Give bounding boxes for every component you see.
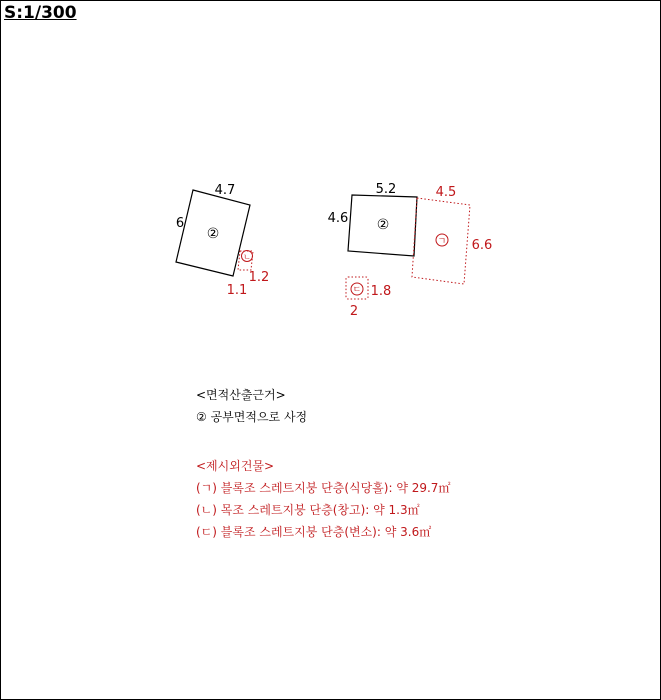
outside-building-item: (ㄱ) 블록조 스레트지붕 단층(식당홀): 약 29.7㎡ — [196, 481, 451, 495]
left-annex-dim-b: 1.1 — [226, 283, 248, 298]
annex-left-symbol: ㄴ — [243, 252, 251, 262]
scale-label: S:1/300 — [4, 3, 77, 23]
toilet-dim-a: 1.8 — [370, 284, 392, 299]
toilet-symbol: ㄷ — [352, 285, 362, 296]
right-annex-dim-top: 4.5 — [435, 185, 457, 200]
left-dim-top: 4.7 — [214, 183, 236, 198]
toilet-dim-b: 2 — [349, 304, 359, 319]
left-dim-side: 6 — [175, 216, 185, 231]
right-annex-dim-side: 6.6 — [471, 238, 493, 253]
annex-right-symbol: ㄱ — [437, 237, 447, 247]
left-annex-dim-a: 1.2 — [248, 270, 270, 285]
building-left-number: ② — [206, 226, 220, 242]
right-dim-top: 5.2 — [375, 182, 397, 197]
outside-building-item: (ㄴ) 목조 스레트지붕 단층(창고): 약 1.3㎡ — [196, 503, 420, 517]
outside-buildings-header: <제시외건물> — [196, 459, 275, 473]
area-basis-line: ② 공부면적으로 사정 — [196, 410, 308, 424]
right-dim-side: 4.6 — [327, 211, 349, 226]
outside-building-item: (ㄷ) 블록조 스레트지붕 단층(변소): 약 3.6㎡ — [196, 525, 432, 539]
building-right-number: ② — [376, 217, 390, 233]
area-basis-header: <면적산출근거> — [196, 388, 286, 402]
